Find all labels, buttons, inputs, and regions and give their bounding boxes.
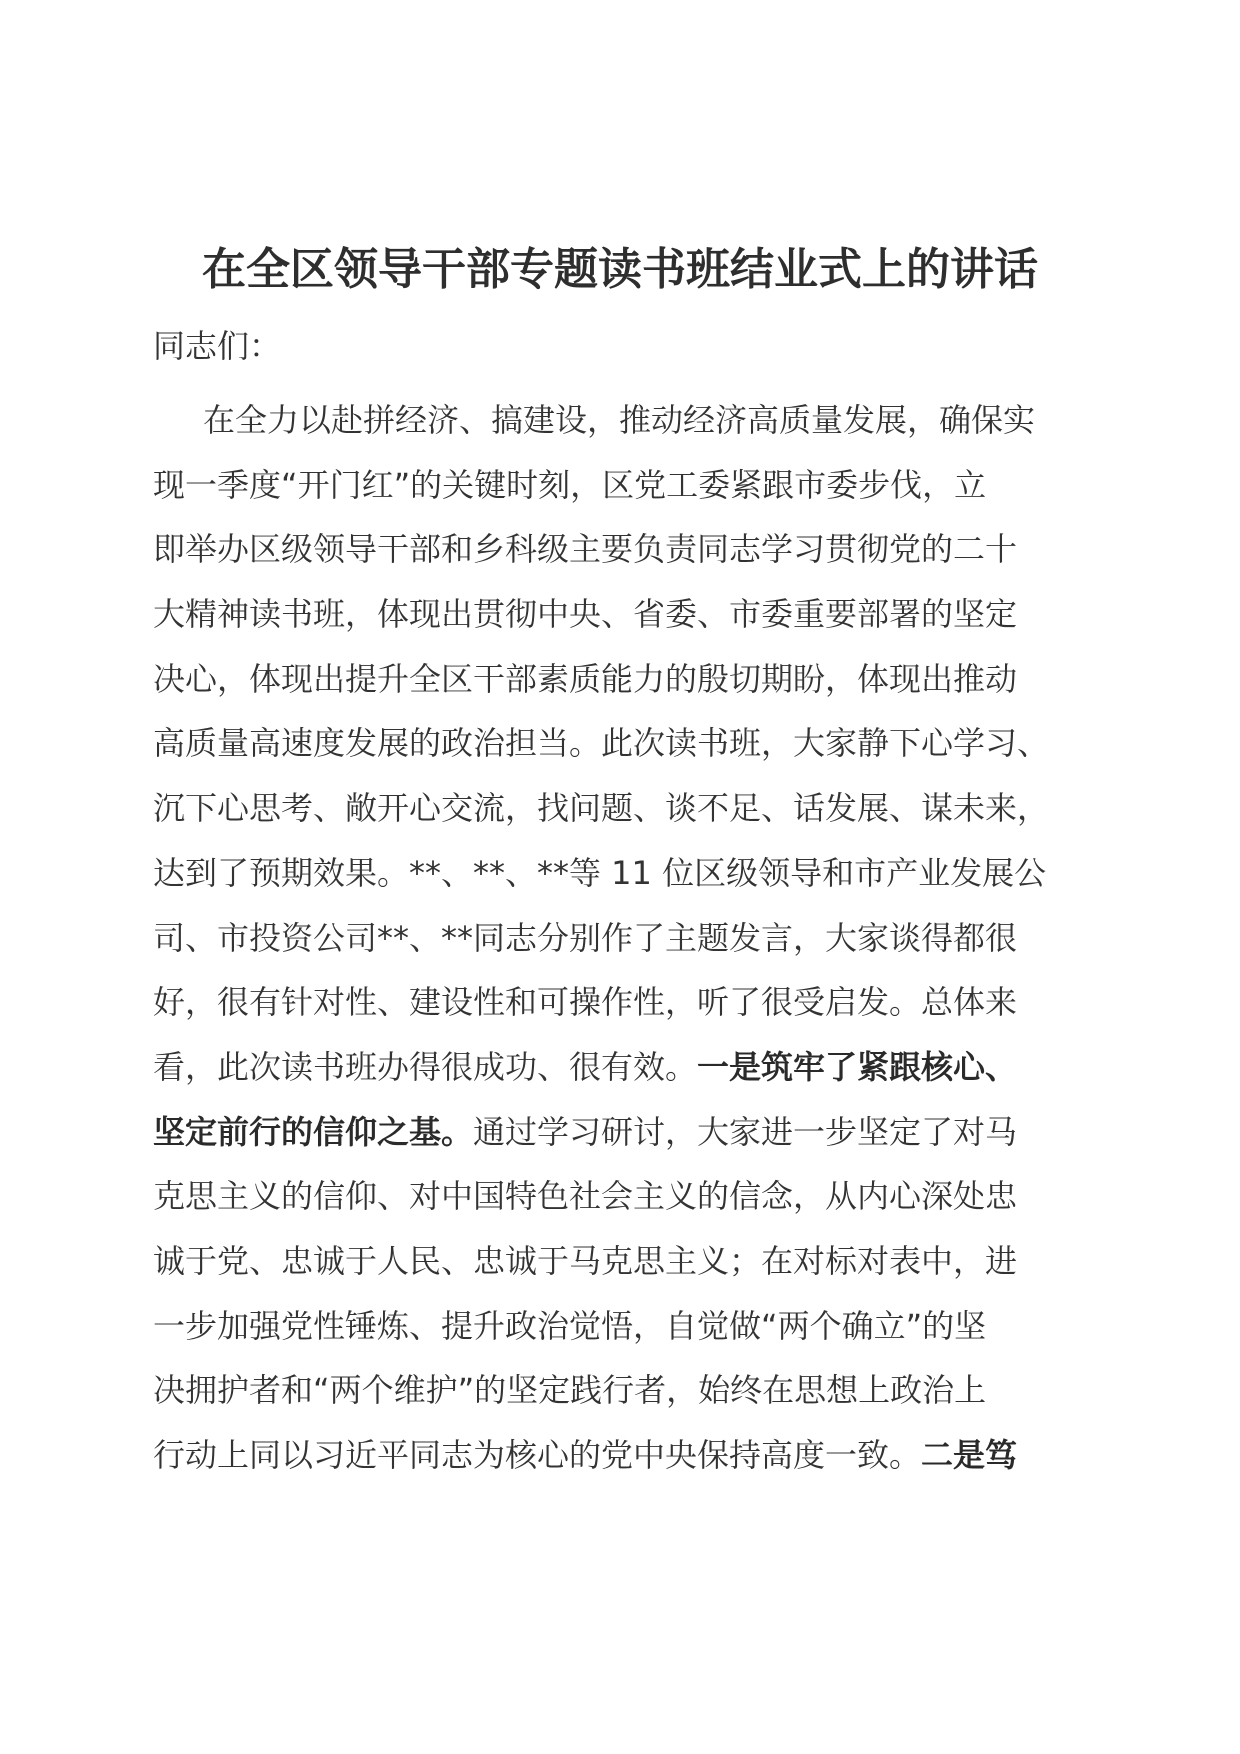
salutation: 同志们： — [153, 327, 282, 365]
body-line — [153, 849, 1093, 914]
text-segment: 诚于党、忠诚于人民、忠诚于马克思主义；在对标对表中，进 — [153, 1241, 1018, 1280]
body-line — [153, 1043, 1093, 1108]
text-segment: 决拥护者和“两个维护”的坚定践行者，始终在思想上政治上 — [153, 1371, 987, 1410]
text-segment: 克思主义的信仰、对中国特色社会主义的信念，从内心深处忠 — [153, 1177, 1018, 1216]
text-segment: 高质量高速度发展的政治担当。此次读书班，大家静下心学习、 — [153, 724, 1050, 763]
body-line — [153, 719, 1093, 784]
body-line — [153, 590, 1093, 655]
text-segment: 一步加强党性锤炼、提升政治觉悟，自觉做“两个确立”的坚 — [153, 1306, 987, 1345]
body-line — [153, 1431, 1093, 1496]
bold-phrase: 坚定前行的信仰之基。 — [153, 1112, 474, 1151]
body-line — [153, 978, 1093, 1043]
body-line — [153, 784, 1093, 849]
body-line — [153, 461, 1093, 526]
document-title: 在全区领导干部专题读书班结业式上的讲话 — [202, 244, 1038, 295]
body-line — [153, 1366, 1093, 1431]
body-line — [153, 914, 1093, 979]
document-body — [153, 396, 1093, 1496]
body-line — [153, 396, 1093, 461]
text-segment: 即举办区级领导干部和乡科级主要负责同志学习贯彻党的二十 — [153, 530, 1018, 569]
bold-phrase: 一是筑牢了紧跟核心、 — [697, 1047, 1018, 1086]
text-segment: 好，很有针对性、建设性和可操作性，听了很受启发。总体来 — [153, 983, 1018, 1022]
body-line — [153, 525, 1093, 590]
bold-phrase: 二是笃 — [921, 1436, 1018, 1474]
body-line — [153, 1237, 1093, 1302]
body-line — [153, 1108, 1093, 1173]
text-segment: 现一季度“开门红”的关键时刻，区党工委紧跟市委步伐，立 — [153, 465, 987, 504]
text-segment: 看，此次读书班办得很成功、很有效。 — [153, 1047, 698, 1086]
text-segment: 行动上同以习近平同志为核心的党中央保持高度一致。 — [153, 1436, 922, 1474]
text-segment: 大精神读书班，体现出贯彻中央、省委、市委重要部署的坚定 — [153, 595, 1018, 634]
body-line — [153, 1172, 1093, 1237]
body-line — [153, 1302, 1093, 1367]
text-segment: 司、市投资公司**、**同志分别作了主题发言，大家谈得都很 — [153, 918, 1018, 957]
body-line — [153, 655, 1093, 720]
text-segment: 通过学习研讨，大家进一步坚定了对马 — [473, 1112, 1018, 1151]
text-segment: 决心，体现出提升全区干部素质能力的殷切期盼，体现出推动 — [153, 659, 1018, 698]
text-segment: 达到了预期效果。**、**、**等 11 位区级领导和市产业发展公 — [153, 853, 1047, 892]
text-segment: 在全力以赴拼经济、搞建设，推动经济高质量发展，确保实 — [203, 401, 1036, 439]
text-segment: 沉下心思考、敞开心交流，找问题、谈不足、话发展、谋未来， — [153, 789, 1050, 828]
